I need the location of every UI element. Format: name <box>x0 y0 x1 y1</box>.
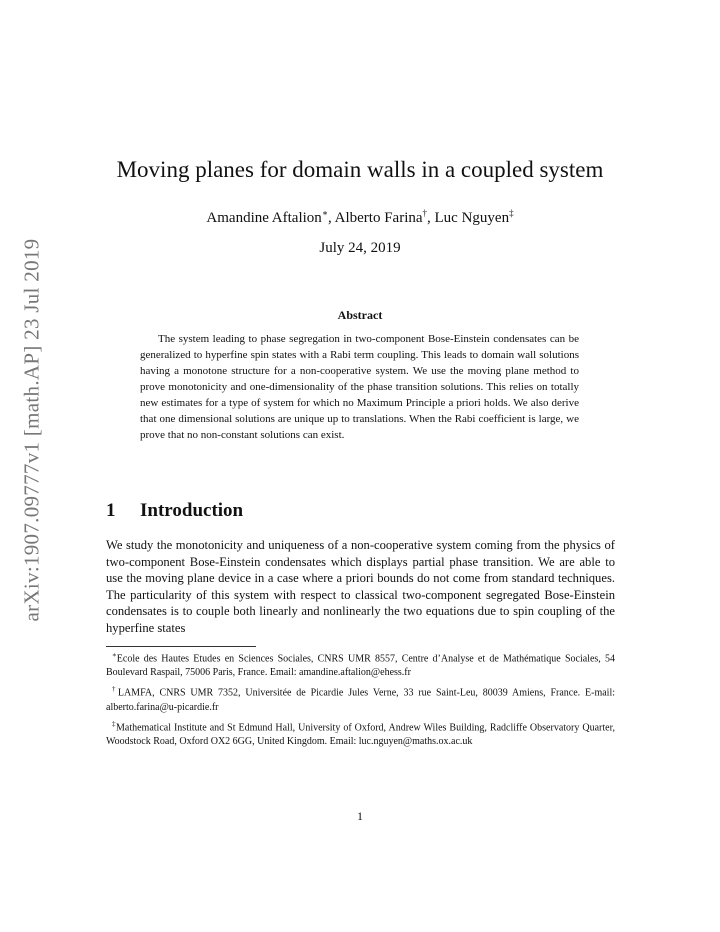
footnotes <box>106 648 615 751</box>
author-name: Amandine Aftalion <box>206 210 322 226</box>
footnote-mark: † <box>112 685 118 694</box>
publication-date: July 24, 2019 <box>319 240 401 256</box>
abstract-heading: Abstract <box>337 308 383 322</box>
footnote-mark: ‡ <box>112 719 116 728</box>
introduction-paragraph: We study the monotonicity and uniqueness of a non-cooperative system coming from the physics of two-component Bose-Einstein condensates which displays partial phase transition. We are able to use the moving plane device in a case where a priori bounds do not come from standard techniques. The particularity of this system with respect to classical two-component segregated Bose-Einstein condensates is to couple both linearly and nonlinearly the two equations due to spin coupling of the hyperfine states <box>106 538 615 635</box>
author-footnote-mark: † <box>422 208 428 218</box>
section-number: 1 <box>106 500 116 521</box>
author-footnote-mark: ‡ <box>509 208 514 218</box>
footnote-mark: ∗ <box>112 651 117 659</box>
author-name: Luc Nguyen <box>434 210 510 226</box>
footnote-divider <box>106 646 256 647</box>
footnote <box>106 717 615 749</box>
page-number: 1 <box>357 809 363 823</box>
abstract-text: The system leading to phase segregation in two-component Bose-Einstein condensates can be generalized to hyperfine spin states with a Rabi term coupling. This leads to domain wall solutions having a monotone structure for a non-cooperative system. We use the moving plane method to prove monotonicity and one-dimensionality of the phase transition solutions. This relies on totally new estimates for a type of system for which no Maximum Principle a priori holds. We also derive that one dimensional solutions are unique up to translations. When the Rabi coefficient is large, we prove that no non-constant solutions can exist. <box>140 333 579 441</box>
author-list: Amandine Aftalion∗, Alberto Farina†, Luc Nguyen‡ <box>206 208 514 226</box>
footnote-text: Mathematical Institute and St Edmund Hall, University of Oxford, Andrew Wiles Building, Radcliffe Observatory Quarter, Woodstock Road, Oxford OX2 6GG, United Kingdom. Email: luc.nguyen@maths.ox.ac.uk <box>106 721 615 747</box>
paper-title: Moving planes for domain walls in a coupled system <box>116 157 604 182</box>
footnote-text: LAMFA, CNRS UMR 7352, Universitée de Picardie Jules Verne, 33 rue Saint-Leu, 80039 Amiens, France. E-mail: alberto.farina@u-picardie.fr <box>106 687 616 713</box>
arxiv-identifier-stamp: arXiv:1907.09777v1 [math.AP] 23 Jul 2019 <box>19 238 44 622</box>
author-footnote-mark: ∗ <box>321 208 328 218</box>
section-title: Introduction <box>140 500 244 521</box>
footnote <box>106 648 615 680</box>
author-name: Alberto Farina <box>334 210 423 226</box>
footnote-text: Ecole des Hautes Etudes en Sciences Sociales, CNRS UMR 8557, Centre d’Analyse et de Mathématique Sociales, 54 Boulevard Raspail, 75006 Paris, France. Email: amandine.aftalion@ehess.fr <box>106 653 615 679</box>
footnote <box>106 682 615 714</box>
section-heading <box>106 499 243 523</box>
